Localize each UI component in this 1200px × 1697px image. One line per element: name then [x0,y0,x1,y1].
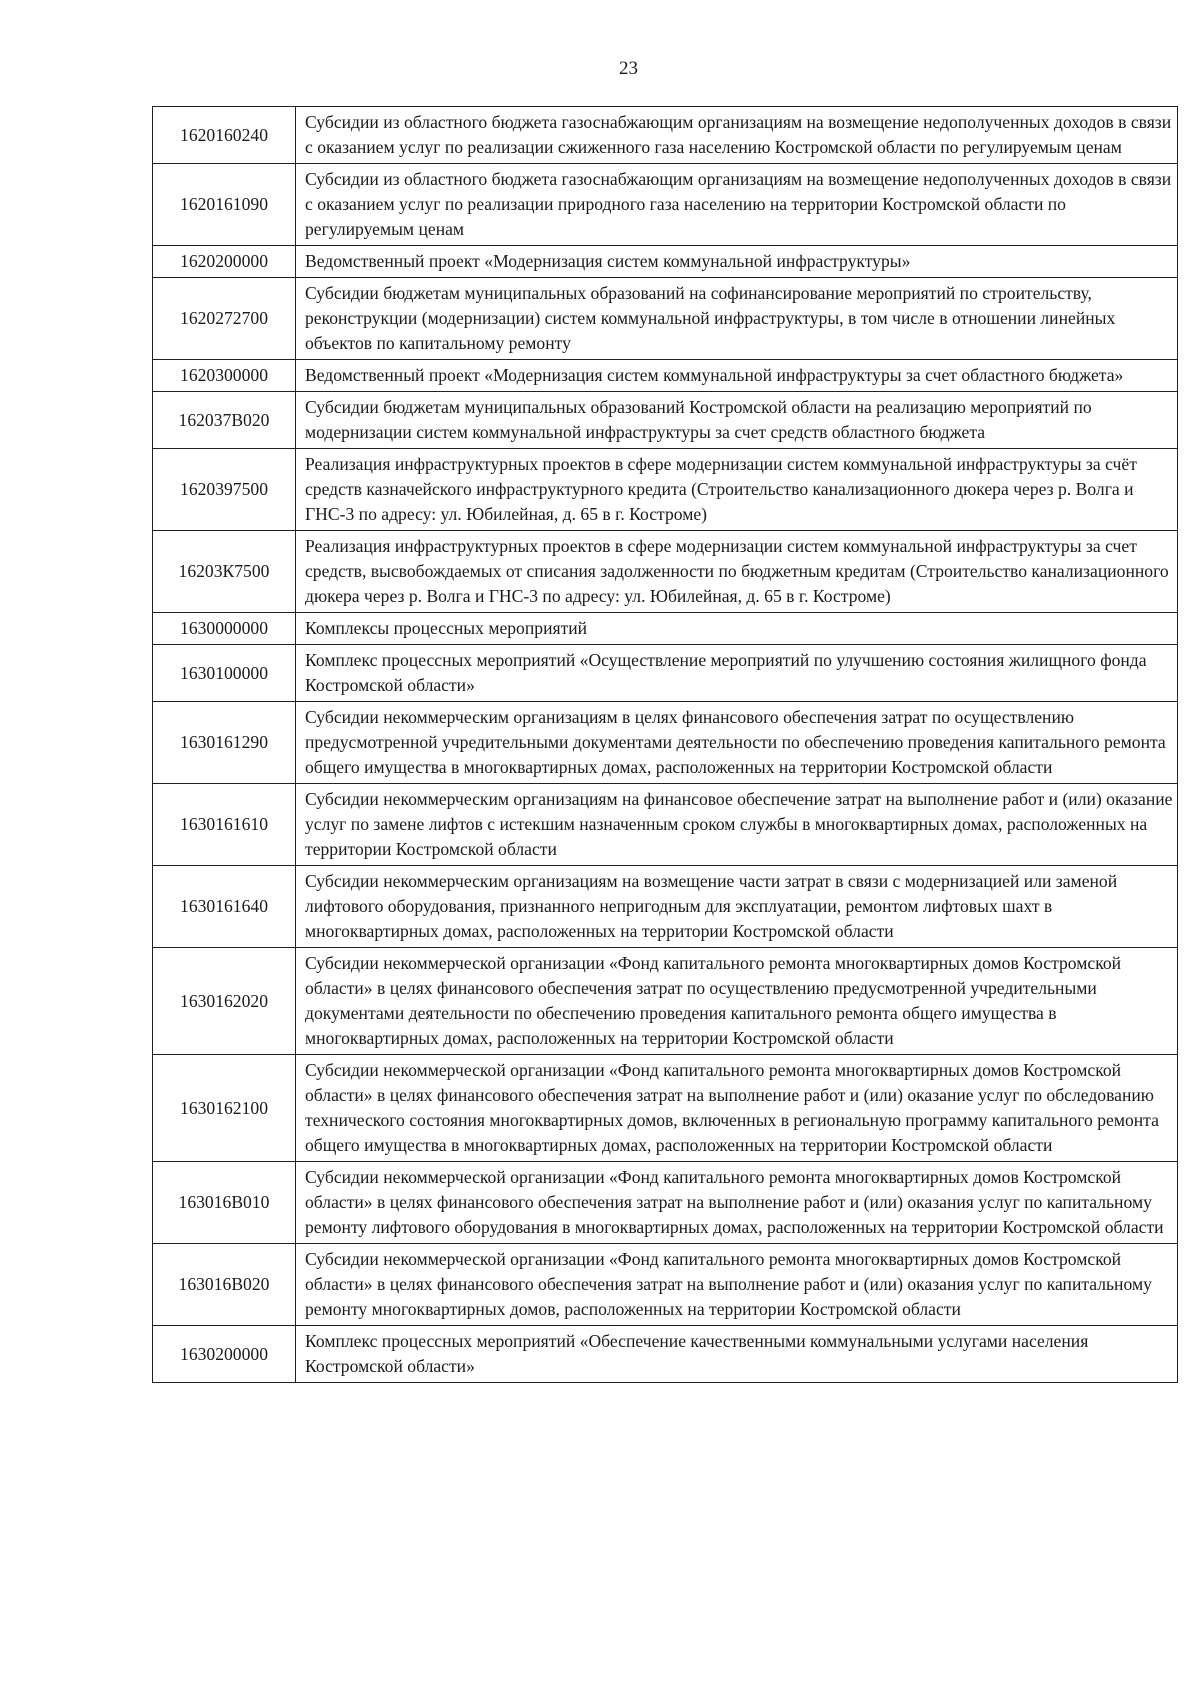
table-row [153,164,1178,246]
row-description: Реализация инфраструктурных проектов в сфере модернизации систем коммунальной инфраструктуры за счёт средств казначейского инфраструктурного кредита (Строительство канализационного дюкера через р. Волга и ГНС-3 по адресу: ул. Юбилейная, д. 65 в г. Костроме) [296,449,1178,531]
table-row [153,246,1178,278]
row-description: Ведомственный проект «Модернизация систем коммунальной инфраструктуры» [296,246,1178,278]
row-code: 1630162100 [153,1055,296,1162]
row-code: 1620161090 [153,164,296,246]
row-code: 163016В010 [153,1162,296,1244]
table-row [153,449,1178,531]
table-row [153,866,1178,948]
row-code: 1630161290 [153,702,296,784]
row-code: 1620397500 [153,449,296,531]
table-row [153,1162,1178,1244]
row-code: 162037В020 [153,392,296,449]
row-description: Реализация инфраструктурных проектов в сфере модернизации систем коммунальной инфраструктуры за счет средств, высвобождаемых от списания задолженности по бюджетным кредитам (Строительство канализационного дюкера через р. Волга и ГНС-3 по адресу: ул. Юбилейная, д. 65 в г. Костроме) [296,531,1178,613]
table-body [153,107,1178,1383]
row-code: 1630161610 [153,784,296,866]
table-row [153,1055,1178,1162]
row-description: Комплекс процессных мероприятий «Обеспечение качественными коммунальными услугами населения Костромской области» [296,1326,1178,1383]
row-code: 1620160240 [153,107,296,164]
table-row [153,613,1178,645]
row-code: 163016В020 [153,1244,296,1326]
row-code: 1630100000 [153,645,296,702]
row-code: 16203К7500 [153,531,296,613]
budget-code-table [152,106,1178,1383]
page-number: 23 [619,58,638,79]
table-row [153,392,1178,449]
row-description: Субсидии некоммерческой организации «Фонд капитального ремонта многоквартирных домов Костромской области» в целях финансового обеспечения затрат на выполнение работ и (или) оказания услуг по капитальному ремонту многоквартирных домов, расположенных на территории Костромской области [296,1244,1178,1326]
row-description: Ведомственный проект «Модернизация систем коммунальной инфраструктуры за счет областного бюджета» [296,360,1178,392]
table-row [153,702,1178,784]
row-description: Субсидии некоммерческим организациям в целях финансового обеспечения затрат по осуществлению предусмотренной учредительными документами деятельности по обеспечению проведения капитального ремонта общего имущества в многоквартирных домах, расположенных на территории Костромской области [296,702,1178,784]
table-row [153,645,1178,702]
table-row [153,784,1178,866]
row-code: 1630200000 [153,1326,296,1383]
table-row [153,278,1178,360]
table-row [153,107,1178,164]
row-description: Комплексы процессных мероприятий [296,613,1178,645]
row-description: Субсидии некоммерческой организации «Фонд капитального ремонта многоквартирных домов Костромской области» в целях финансового обеспечения затрат на выполнение работ и (или) оказание услуг по обследованию технического состояния многоквартирных домов, включенных в региональную программу капитального ремонта общего имущества в многоквартирных домах, расположенных на территории Костромской области [296,1055,1178,1162]
row-code: 1630000000 [153,613,296,645]
row-description: Субсидии некоммерческой организации «Фонд капитального ремонта многоквартирных домов Костромской области» в целях финансового обеспечения затрат по осуществлению предусмотренной учредительными документами деятельности по обеспечению проведения капитального ремонта общего имущества в многоквартирных домах, расположенных на территории Костромской области [296,948,1178,1055]
row-code: 1620272700 [153,278,296,360]
row-description: Субсидии некоммерческим организациям на финансовое обеспечение затрат на выполнение работ и (или) оказание услуг по замене лифтов с истекшим назначенным сроком службы в многоквартирных домах, расположенных на территории Костромской области [296,784,1178,866]
table-row [153,948,1178,1055]
row-description: Субсидии бюджетам муниципальных образований Костромской области на реализацию мероприятий по модернизации систем коммунальной инфраструктуры за счет средств областного бюджета [296,392,1178,449]
row-description: Комплекс процессных мероприятий «Осуществление мероприятий по улучшению состояния жилищного фонда Костромской области» [296,645,1178,702]
row-description: Субсидии некоммерческим организациям на возмещение части затрат в связи с модернизацией или заменой лифтового оборудования, признанного непригодным для эксплуатации, ремонтом лифтовых шахт в многоквартирных домах, расположенных на территории Костромской области [296,866,1178,948]
row-code: 1630161640 [153,866,296,948]
row-description: Субсидии из областного бюджета газоснабжающим организациям на возмещение недополученных доходов в связи с оказанием услуг по реализации сжиженного газа населению Костромской области по регулируемым ценам [296,107,1178,164]
table-row [153,1326,1178,1383]
row-code: 1620200000 [153,246,296,278]
row-description: Субсидии из областного бюджета газоснабжающим организациям на возмещение недополученных доходов в связи с оказанием услуг по реализации природного газа населению на территории Костромской области по регулируемым ценам [296,164,1178,246]
row-code: 1630162020 [153,948,296,1055]
table-row [153,1244,1178,1326]
row-description: Субсидии бюджетам муниципальных образований на софинансирование мероприятий по строительству, реконструкции (модернизации) систем коммунальной инфраструктуры, в том числе в отношении линейных объектов по капитальному ремонту [296,278,1178,360]
table-row [153,531,1178,613]
table-row [153,360,1178,392]
row-description: Субсидии некоммерческой организации «Фонд капитального ремонта многоквартирных домов Костромской области» в целях финансового обеспечения затрат на выполнение работ и (или) оказания услуг по капитальному ремонту лифтового оборудования в многоквартирных домах, расположенных на территории Костромской области [296,1162,1178,1244]
row-code: 1620300000 [153,360,296,392]
